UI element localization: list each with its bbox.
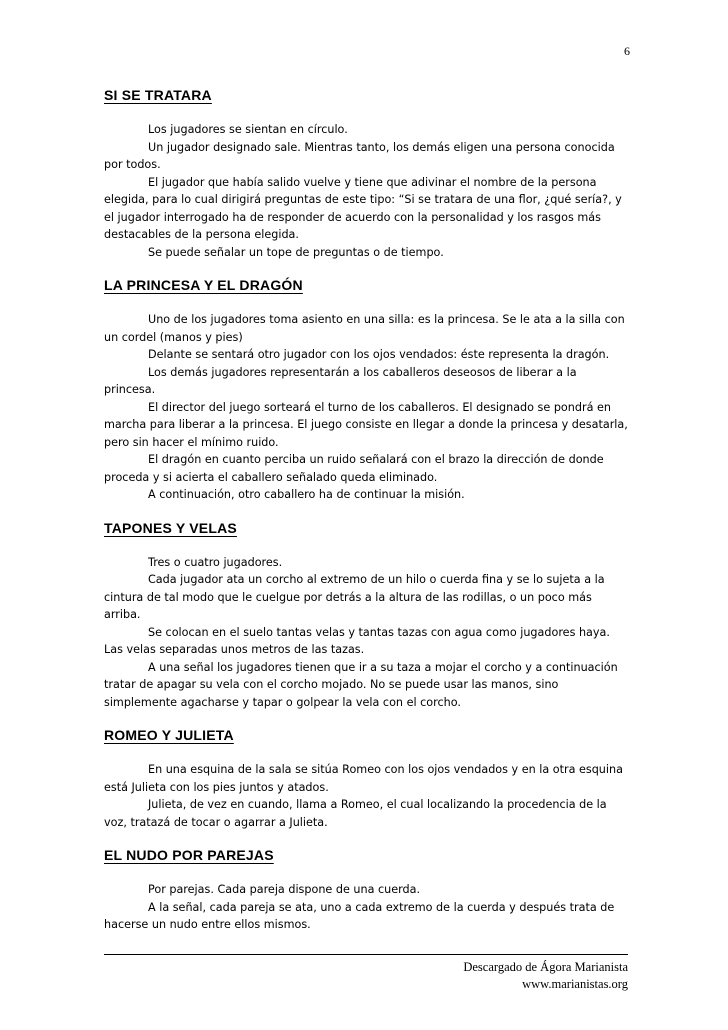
footer-website-link[interactable]: www.marianistas.org — [522, 977, 628, 991]
document-body — [104, 86, 628, 934]
page-number: 6 — [624, 44, 630, 58]
section-el-nudo-por-parejas — [104, 846, 628, 934]
paragraph: Julieta, de vez en cuando, llama a Romeo, el cual localizando la procedencia de la voz, tratazá de tocar o agarrar a Julieta. — [104, 798, 607, 829]
footer-source-text: Descargado de Ágora Marianista — [463, 960, 628, 974]
paragraph: Por parejas. Cada pareja dispone de una cuerda. — [148, 883, 421, 896]
paragraph: Los jugadores se sientan en círculo. — [148, 123, 348, 136]
paragraph: El jugador que había salido vuelve y tiene que adivinar el nombre de la persona elegida, para lo cual dirigirá preguntas de este tipo: “Si se tratara de una flor, ¿qué sería?, y el jugador interrogado ha de responder de acuerdo con la personalidad y los rasgos más destacables de la persona elegida. — [104, 175, 622, 241]
paragraph: Un jugador designado sale. Mientras tanto, los demás eligen una persona conocida por todos. — [104, 140, 615, 171]
paragraph: Delante se sentará otro jugador con los ojos vendados: éste representa la dragón. — [148, 348, 610, 361]
footer-divider — [104, 954, 628, 955]
paragraph: Tres o cuatro jugadores. — [148, 555, 283, 569]
paragraph: A una señal los jugadores tienen que ir a su taza a mojar el corcho y a continuación tratar de apagar su vela con el corcho mojado. No se puede usar las manos, sino simplemente agacharse y tapar o golpear la vela con el corcho. — [104, 660, 618, 709]
section-tapones-y-velas — [104, 519, 628, 712]
section-heading: TAPONES Y VELAS — [104, 519, 237, 536]
section-heading: EL NUDO POR PAREJAS — [104, 847, 274, 863]
section-heading: SI SE TRATARA — [104, 87, 212, 103]
paragraph: El director del juego sorteará el turno de los caballeros. El designado se pondrá en marcha para liberar a la princesa. El juego consiste en llegar a donde la princesa y desatarla, pero sin hacer el mínimo ruido. — [104, 400, 628, 449]
paragraph: Uno de los jugadores toma asiento en una silla: es la princesa. Se le ata a la silla con un cordel (manos y pies) — [104, 313, 625, 344]
section-romeo-y-julieta — [104, 726, 628, 831]
paragraph: Cada jugador ata un corcho al extremo de un hilo o cuerda fina y se lo sujeta a la cintura de tal modo que le cuelgue por detrás a la altura de las rodillas, o un poco más arriba. — [104, 573, 605, 621]
section-heading: LA PRINCESA Y EL DRAGÓN — [104, 277, 303, 293]
paragraph: Se puede señalar un tope de preguntas o de tiempo. — [148, 245, 444, 259]
page-footer — [463, 959, 628, 993]
paragraph: Se colocan en el suelo tantas velas y tantas tazas con agua como jugadores haya. Las velas separadas unos metros de las tazas. — [104, 625, 610, 656]
paragraph: A continuación, otro caballero ha de continuar la misión. — [148, 488, 465, 501]
paragraph: El dragón en cuanto perciba un ruido señalará con el brazo la dirección de donde proceda y si acierta el caballero señalado queda eliminado. — [104, 453, 604, 484]
section-heading: ROMEO Y JULIETA — [104, 727, 234, 743]
paragraph: A la señal, cada pareja se ata, uno a cada extremo de la cuerda y después trata de hacerse un nudo entre ellos mismos. — [104, 900, 615, 931]
paragraph: Los demás jugadores representarán a los caballeros deseosos de liberar a la princesa. — [104, 365, 577, 396]
section-si-se-tratara — [104, 86, 628, 261]
section-la-princesa-y-el-dragon — [104, 276, 628, 504]
paragraph: En una esquina de la sala se sitúa Romeo con los ojos vendados y en la otra esquina está Julieta con los pies juntos y atados. — [104, 763, 623, 794]
